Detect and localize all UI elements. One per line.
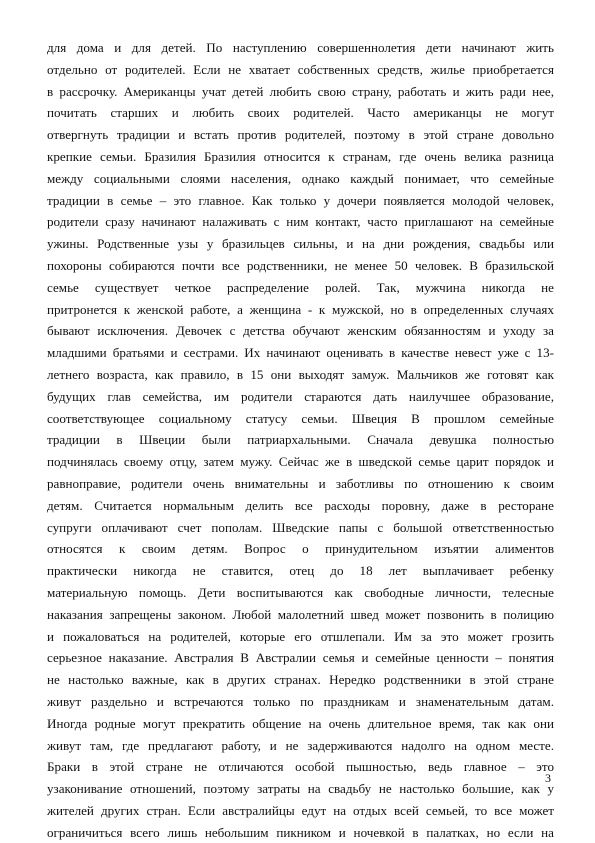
text-line: не настолько важные, как в других странах. Нередко родственники в этой стране [47, 672, 554, 688]
text-line: между социальными слоями населения, однако каждый понимает, что семейные [47, 170, 554, 186]
text-line: живут там, где предлагают работу, и не задерживаются надолго на одном месте. [47, 737, 554, 753]
text-line: притронется к женской работе, а женщина - к мужской, но в определенных случаях [47, 301, 554, 317]
text-line: Браки в этой стране не отличаются особой пышностью, ведь главное – это [47, 759, 554, 775]
text-line: традиции в Швеции были патриархальными. Сначала девушка полностью [47, 432, 554, 448]
text-line: почитать старших и любить своих родителей. Часто американцы не могут [47, 105, 554, 121]
text-line: летнего возраста, как правило, в 15 они выходят замуж. Мальчиков же готовят как [47, 366, 554, 382]
text-line: Иногда родные могут прекратить общение на очень длительное время, так как они [47, 715, 554, 731]
text-line: узаконивание отношений, поэтому затраты на свадьбу не настолько большие, как у [47, 781, 554, 797]
text-line: будущих глав семейства, им родители стараются дать наилучшее образование, [47, 388, 554, 404]
text-line: материальную помощь. Дети воспитываются как свободные личности, телесные [47, 584, 554, 600]
text-line: серьезное наказание. Австралия В Австралии семья и семейные ценности – понятия [47, 650, 554, 666]
text-line: и пожаловаться на родителей, которые его отшлепали. Им за это может грозить [47, 628, 554, 644]
text-line: равноправие, родители очень внимательны и заботливы по отношению к своим [47, 475, 554, 491]
text-line: практически никогда не ставится, отец до 18 лет выплачивает ребенку [47, 563, 554, 579]
text-line: наказания запрещены законом. Любой малолетний швед может позвонить в полицию [47, 606, 554, 622]
text-line: ужины. Родственные узы у бразильцев сильны, и на дни рождения, свадьбы или [47, 236, 554, 252]
body-text [47, 37, 554, 843]
text-line: подчинялась своему отцу, затем мужу. Сейчас же в шведской семье царит порядок и [47, 454, 554, 470]
text-line: в рассрочку. Американцы учат детей любить свою страну, работать и жить ради нее, [47, 83, 554, 99]
text-line: младшими братьями и сестрами. Их начинают оценивать в качестве невест уже с 13- [47, 345, 554, 361]
text-line: крепкие семьи. Бразилия Бразилия относится к странам, где очень велика разница [47, 148, 554, 164]
text-line: семье существует четкое распределение ролей. Так, мужчина никогда не [47, 279, 554, 295]
text-line: похороны собираются почти все родственники, не менее 50 человек. В бразильской [47, 257, 554, 273]
text-line: жителей других стран. Если австралийцы едут на отдых всей семьей, то все может [47, 802, 554, 818]
text-line: бывают исключения. Девочек с детства обучают женским обязанностям и уходу за [47, 323, 554, 339]
text-line: живут раздельно и встречаются только по праздникам и знаменательным датам. [47, 693, 554, 709]
text-line: для дома и для детей. По наступлению совершеннолетия дети начинают жить [47, 40, 554, 55]
text-line: отвергнуть традиции и встать против родителей, поэтому в этой стране довольно [47, 127, 554, 143]
text-line: соответствующее социальному статусу семьи. Швеция В прошлом семейные [47, 410, 554, 426]
text-line: ограничиться всего лишь небольшим пикником и ночевкой в палатках, но если на [47, 824, 554, 840]
text-line: отдельно от родителей. Если не хватает собственных средств, жилье приобретается [47, 61, 554, 77]
text-line: традиции в семье – это главное. Как только у дочери появляется молодой человек, [47, 192, 554, 208]
text-line: относятся к своим детям. Вопрос о принудительном изъятии алиментов [47, 541, 554, 557]
page-number: 3 [545, 771, 551, 785]
text-line: родители сразу начинают налаживать с ним контакт, часто приглашают на семейные [47, 214, 554, 230]
text-line: детям. Считается нормальным делить все расходы поровну, даже в ресторане [47, 497, 554, 513]
text-line: супруги оплачивают счет пополам. Шведские папы с большой ответственностью [47, 519, 554, 535]
